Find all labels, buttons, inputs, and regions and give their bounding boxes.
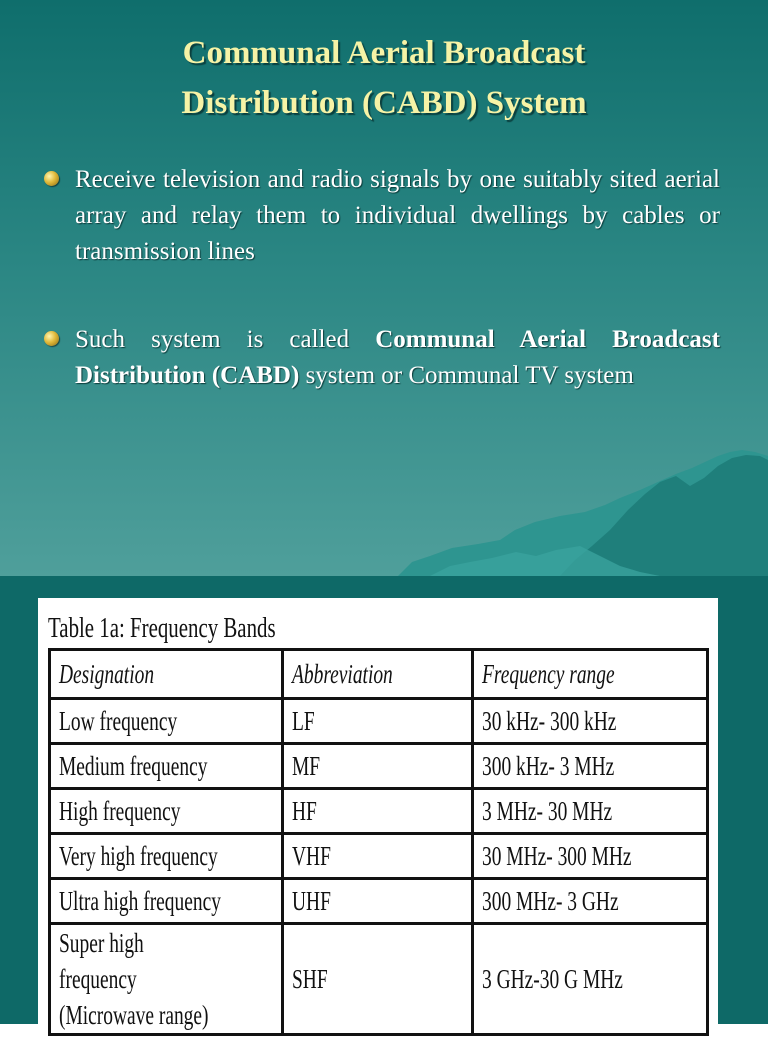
table-card [38,598,718,1038]
bullet-text-suffix: system or Communal TV system [299,362,634,389]
table-cell: 300 kHz- 3 MHz [473,744,708,789]
table-cell: 3 MHz- 30 MHz [473,789,708,834]
bullet-list [42,162,720,446]
table-cell: 3 GHz-30 G MHz [473,924,708,1035]
table-cell: Ultra high frequency [50,879,283,924]
bullet-text-bold: Communal Aerial Broadcast Distribution (CABD) [75,326,720,389]
table-cell: Very high frequency [50,834,283,879]
table-header-row [50,650,708,699]
bullet-text-prefix: Such system is called [75,326,376,353]
table-cell: MF [283,744,473,789]
table-header-cell: Designation [50,650,283,699]
table-cell-note: (Microwave range) [59,1000,209,1030]
table-caption: Table 1a: Frequency Bands [48,612,276,644]
table-row [50,789,708,834]
slide-title-line-1: Communal Aerial Broadcast [182,35,586,71]
slide-title [0,28,768,128]
table-cell: HF [283,789,473,834]
table-cell: 30 MHz- 300 MHz [473,834,708,879]
bullet-icon [44,331,59,346]
table-header-cell: Frequency range [473,650,708,699]
table-cell: Low frequency [50,699,283,744]
table-cell-line: Super high frequency [59,928,144,994]
bullet-item [42,322,720,394]
bullet-icon [44,171,59,186]
table-row [50,744,708,789]
lower-panel [0,576,768,1030]
table-cell: UHF [283,879,473,924]
bullet-text: Receive television and radio signals by one suitably sited aerial array and relay them to individual dwellings by cables or transmission lines [75,166,720,265]
frequency-bands-table [48,648,709,1036]
table-cell [50,924,283,1035]
table-row [50,699,708,744]
table-row [50,834,708,879]
table-row [50,879,708,924]
table-header-cell: Abbreviation [283,650,473,699]
table-cell: 300 MHz- 3 GHz [473,879,708,924]
table-cell: SHF [283,924,473,1035]
table-cell: High frequency [50,789,283,834]
table-row [50,924,708,1035]
table-cell: 30 kHz- 300 kHz [473,699,708,744]
table-cell: VHF [283,834,473,879]
slide-title-line-2: Distribution (CABD) System [181,85,587,121]
table-cell: Medium frequency [50,744,283,789]
table-cell: LF [283,699,473,744]
bullet-item [42,162,720,270]
